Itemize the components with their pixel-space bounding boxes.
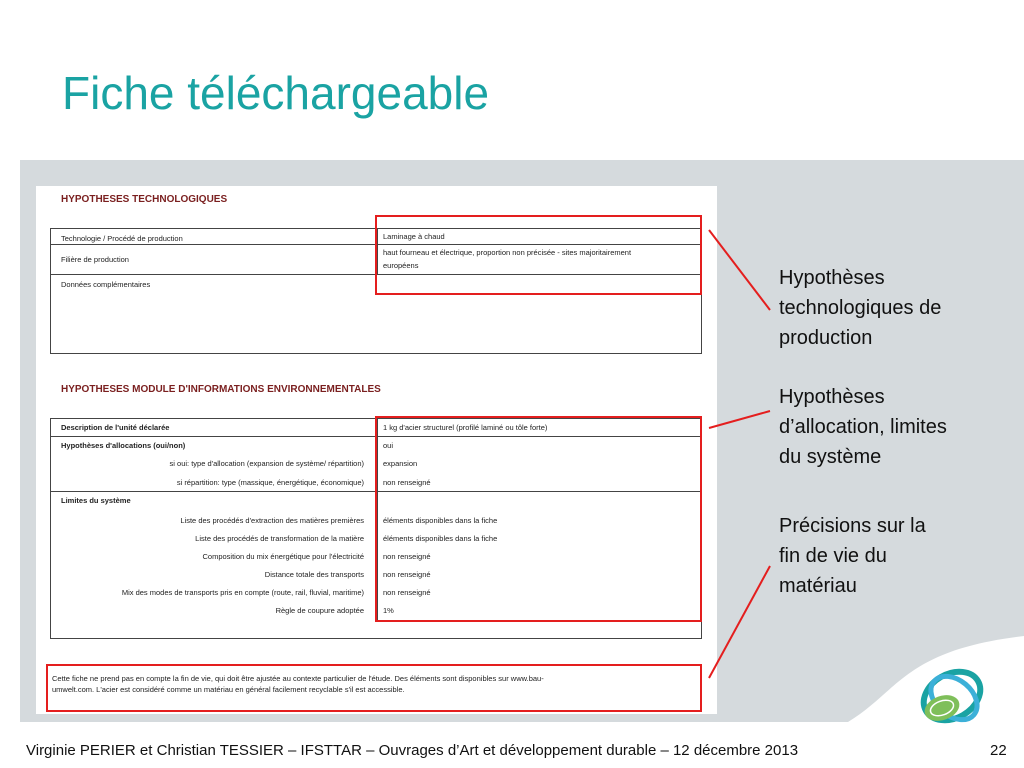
- table-row-value: expansion: [383, 459, 418, 468]
- annotation-end-of-life: [779, 511, 926, 601]
- annotation-line: technologiques de: [779, 297, 942, 319]
- slide-footer: Virginie PERIER et Christian TESSIER – IFSTTAR – Ouvrages d’Art et développement durable – 12 décembre 2013: [26, 742, 799, 759]
- annotation-line: du système: [779, 446, 882, 468]
- connector-line-tech: [709, 230, 770, 310]
- page-number: 22: [990, 742, 1007, 759]
- annotation-allocation: [779, 382, 947, 472]
- table-row-label: Composition du mix énergétique pour l'électricité: [202, 552, 364, 561]
- table-row-label: si oui: type d'allocation (expansion de système/ répartition): [169, 459, 364, 468]
- annotation-line: Précisions sur la: [779, 515, 926, 537]
- table-row-label: Hypothèses d'allocations (oui/non): [61, 441, 186, 450]
- table-row-value: non renseigné: [383, 552, 431, 561]
- table-row-value: 1 kg d'acier structurel (profilé laminé ou tôle forte): [383, 423, 548, 432]
- table-row-label: Données complémentaires: [61, 280, 151, 289]
- tech-section-title: HYPOTHESES TECHNOLOGIQUES: [61, 194, 228, 205]
- table-row-label: Distance totale des transports: [264, 570, 364, 579]
- connector-line-end-of-life: [709, 566, 770, 678]
- end-of-life-note: Cette fiche ne prend pas en compte la fin de vie, qui doit être ajustée au contexte particulier de l'étude. Des éléments sont disponibles sur www.bau-: [52, 674, 544, 683]
- table-row-label: Limites du système: [61, 496, 131, 505]
- slide-title: Fiche téléchargeable: [62, 67, 490, 119]
- table-row-value: 1%: [383, 606, 394, 615]
- table-row-value: éléments disponibles dans la fiche: [383, 534, 498, 543]
- annotation-line: d’allocation, limites: [779, 416, 947, 438]
- table-row-label: si répartition: type (massique, énergétique, économique): [176, 478, 364, 487]
- table-row-label: Mix des modes de transports pris en compte (route, rail, fluvial, maritime): [121, 588, 364, 597]
- table-row-value: éléments disponibles dans la fiche: [383, 516, 498, 525]
- annotation-line: Hypothèses: [779, 386, 885, 408]
- table-row-value: non renseigné: [383, 478, 431, 487]
- table-row-label: Liste des procédés de transformation de la matière: [195, 534, 364, 543]
- table-row-label: Règle de coupure adoptée: [275, 606, 364, 615]
- connector-line-allocation: [709, 411, 770, 428]
- table-row-label: Liste des procédés d'extraction des matières premières: [180, 516, 364, 525]
- table-row-value: haut fourneau et électrique, proportion non précisée - sites majoritairement: [383, 248, 632, 257]
- table-row-value: non renseigné: [383, 570, 431, 579]
- table-row-label: Technologie / Procédé de production: [61, 234, 183, 243]
- table-row-value: européens: [383, 261, 419, 270]
- table-row-value: non renseigné: [383, 588, 431, 597]
- annotation-tech: [779, 263, 941, 353]
- table-row-value: oui: [383, 441, 394, 450]
- annotation-line: production: [779, 327, 873, 349]
- annotation-line: matériau: [779, 575, 857, 597]
- table-row-value: Laminage à chaud: [383, 232, 445, 241]
- end-of-life-note: umwelt.com. L'acier est considéré comme un matériau en général facilement recyclable s'il est accessible.: [52, 685, 405, 694]
- annotation-line: fin de vie du: [779, 545, 887, 567]
- annotation-line: Hypothèses: [779, 267, 885, 289]
- ifsttar-logo-icon: [912, 656, 992, 736]
- env-section-title: HYPOTHESES MODULE D'INFORMATIONS ENVIRONNEMENTALES: [61, 384, 381, 395]
- table-row-label: Description de l'unité déclarée: [61, 423, 170, 432]
- table-row-label: Filière de production: [61, 255, 129, 264]
